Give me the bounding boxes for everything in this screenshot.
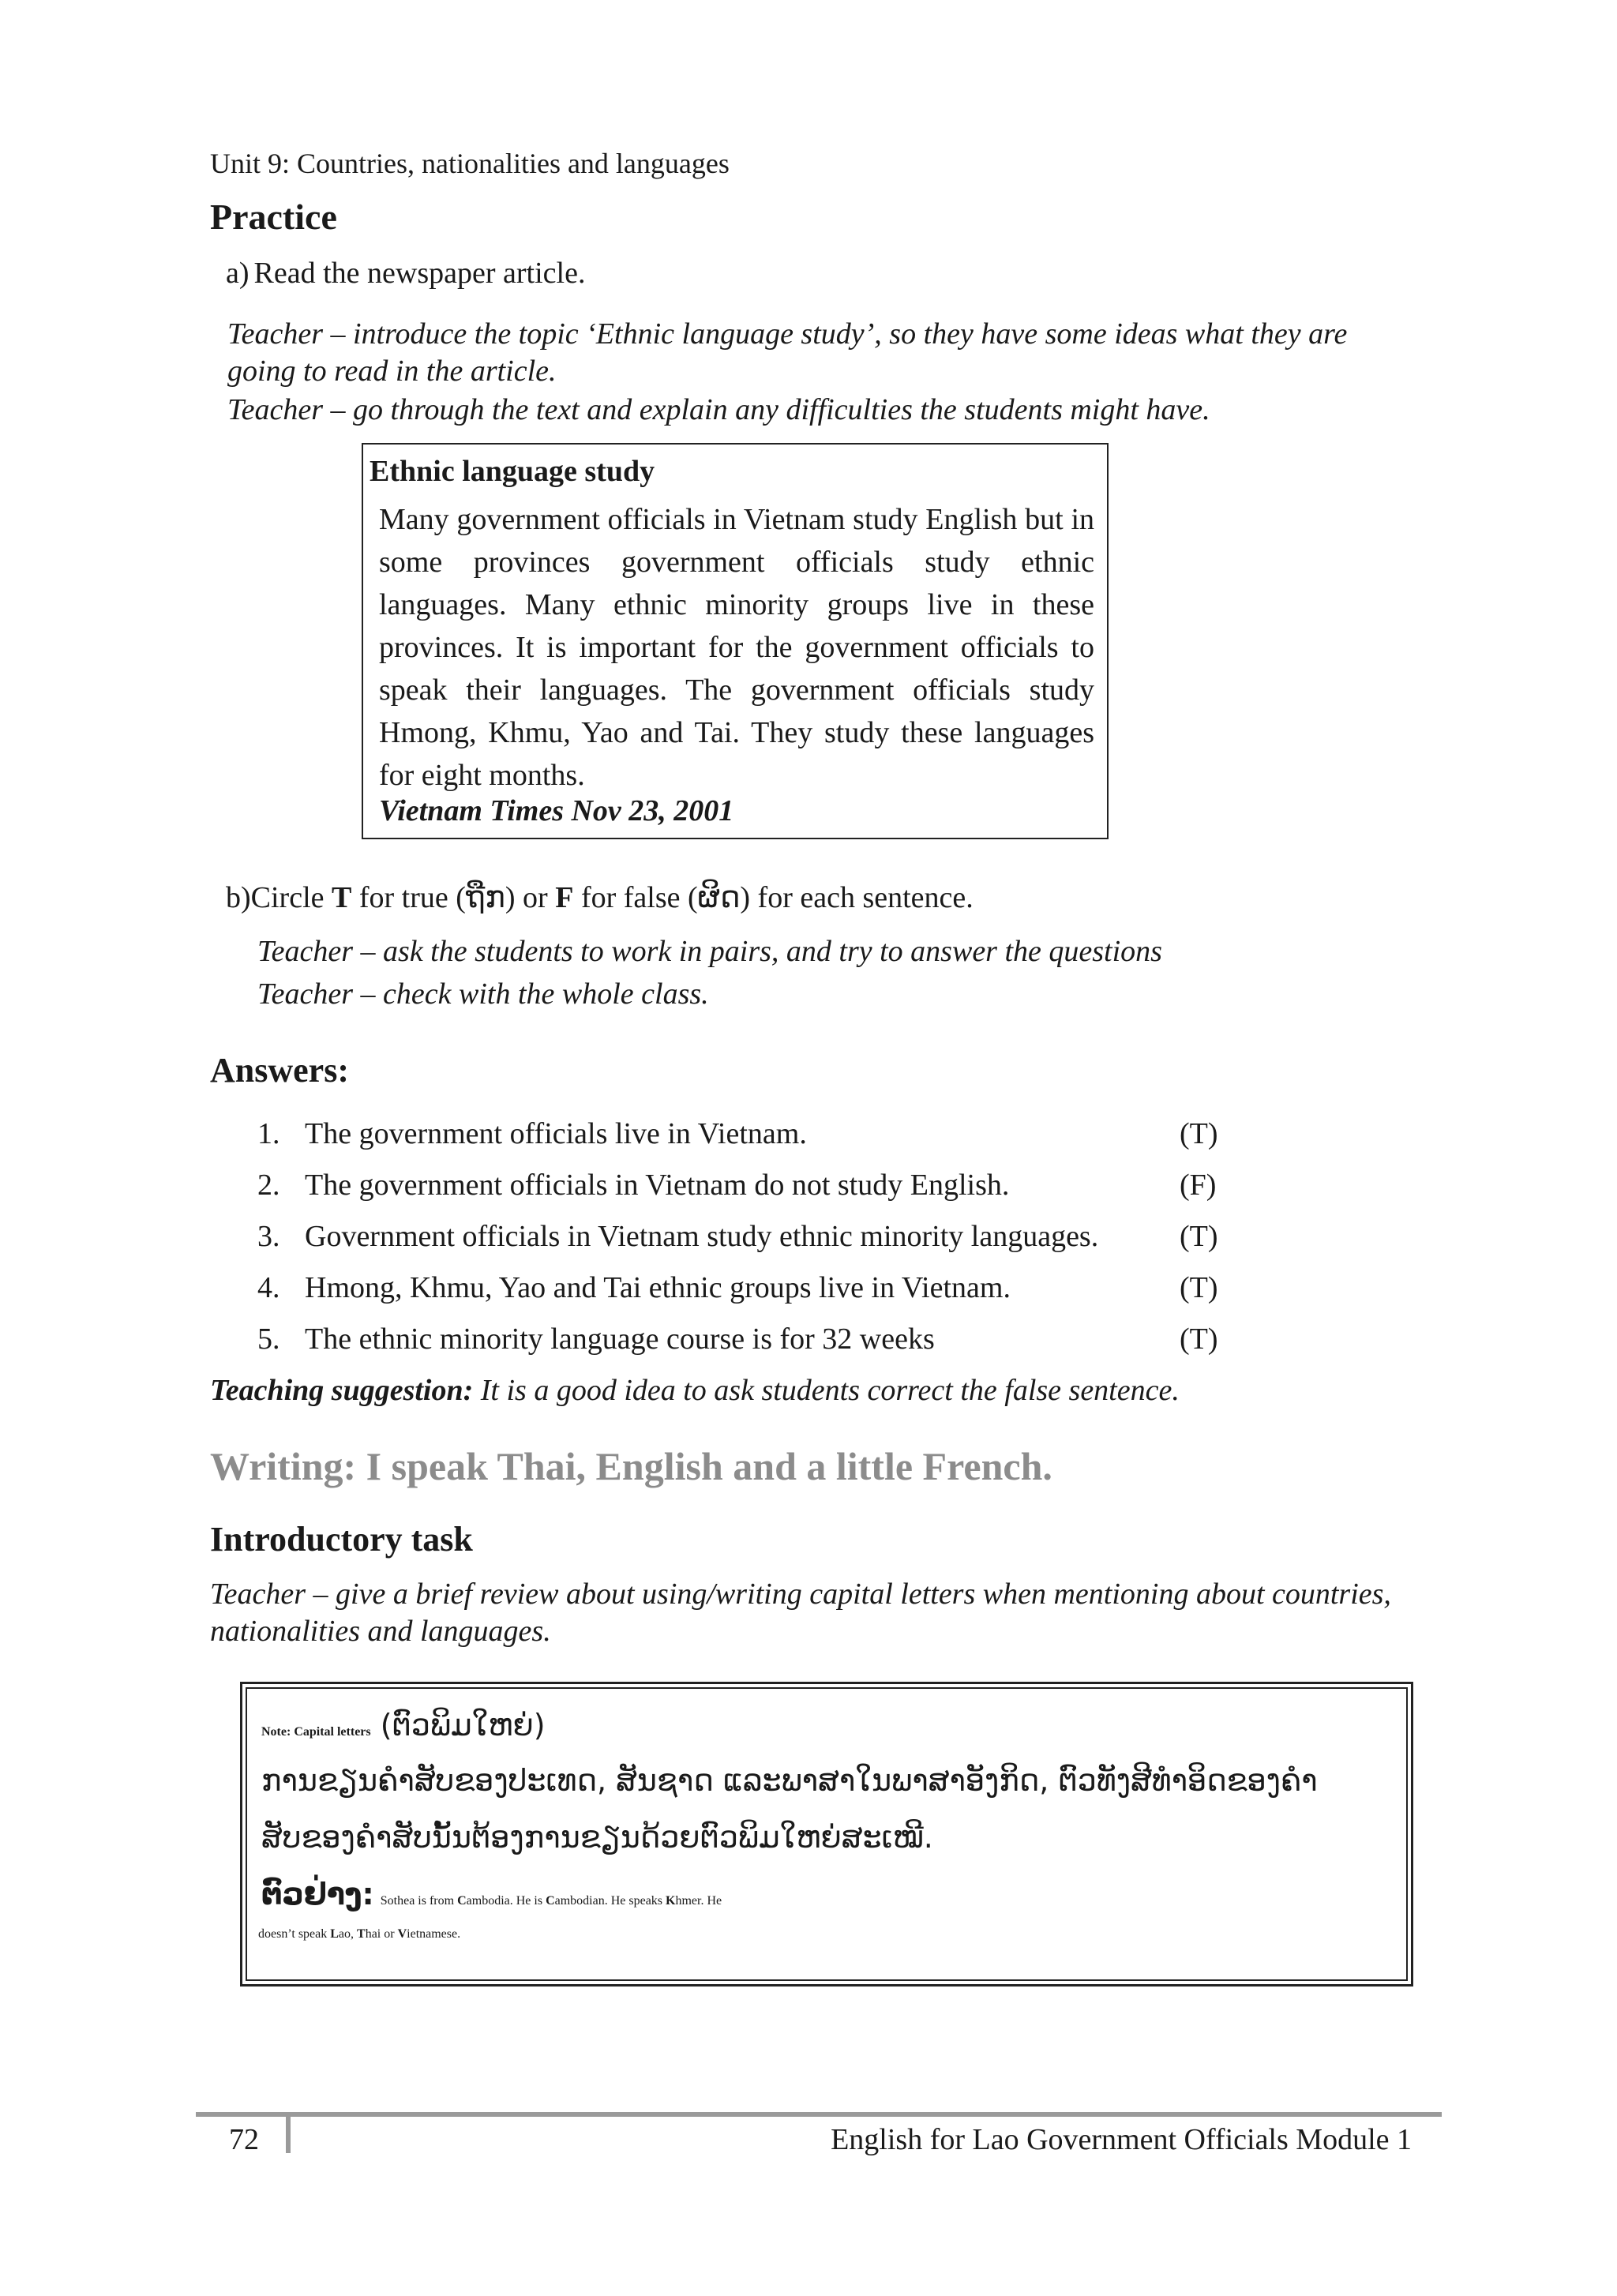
answer-number: 5. [257, 1322, 280, 1356]
teacher-note-check: Teacher – check with the whole class. [257, 977, 709, 1011]
footer-divider [286, 2117, 291, 2153]
note-label-lao: (ຕົວພິມໃຫຍ່) [370, 1708, 546, 1743]
answer-number: 4. [257, 1271, 280, 1304]
teaching-suggestion-label: Teaching suggestion: [210, 1374, 474, 1407]
note-label: Note: Capital letters [261, 1725, 371, 1739]
answer-value: (T) [1180, 1220, 1218, 1253]
article-body: Many government officials in Vietnam study English but in some provinces government officials study ethnic languages. Many ethnic minority groups live in these provinces. It is important for the government officials to speak their languages. The government officials study Hmong, Khmu, Yao and Tai. They study these languages for eight months. [379, 503, 1094, 792]
example-text: ambodian. He speaks [554, 1894, 666, 1908]
step-b [226, 880, 974, 915]
note-lao-line-1: ການຂຽນຄໍາສັບຂອງປະເທດ, ສັນຊາດ ແລະພາສາໃນພາສາອັງກິດ, ຕົວທັງສີທໍາອິດຂອງຄໍາ [261, 1763, 1318, 1798]
answer-row [0, 1270, 1617, 1310]
example-text: hai or [365, 1927, 398, 1941]
note-example-line-1 [261, 1877, 722, 1911]
teacher-note-pairs: Teacher – ask the students to work in pairs, and try to answer the questions [257, 935, 1162, 968]
teaching-suggestion-text: It is a good idea to ask students correct the false sentence. [473, 1374, 1180, 1407]
answer-row [0, 1168, 1617, 1207]
footer-rule [196, 2112, 1442, 2117]
note-title [261, 1708, 546, 1743]
answer-value: (F) [1180, 1169, 1217, 1202]
example-text: doesn’t speak [258, 1927, 331, 1941]
step-b-text: Circle [250, 881, 332, 914]
note-lao-line-2: ສັບຂອງຄໍາສັບນັ້ນຕ້ອງການຂຽນດ້ວຍຕົວພິມໃຫຍ່ສະເໝີ. [261, 1820, 933, 1855]
answer-value: (T) [1180, 1271, 1218, 1304]
answer-text: Hmong, Khmu, Yao and Tai ethnic groups live in Vietnam. [305, 1271, 1011, 1304]
article-source: Vietnam Times Nov 23, 2001 [379, 794, 734, 827]
step-a-marker: a) [226, 257, 249, 290]
example-capital: L [330, 1927, 339, 1941]
example-capital: C [457, 1894, 467, 1908]
example-text: ao, [338, 1927, 358, 1941]
answer-row [0, 1219, 1617, 1259]
example-text: hmer. He [675, 1894, 722, 1908]
example-capital: K [666, 1894, 676, 1908]
practice-heading: Practice [210, 197, 337, 237]
answer-text: The ethnic minority language course is for 32 weeks [305, 1322, 935, 1356]
example-text: ambodia. He is [466, 1894, 546, 1908]
answer-number: 3. [257, 1220, 280, 1253]
teacher-note-difficulties: Teacher – go through the text and explain any difficulties the students might have. [227, 393, 1210, 426]
footer-title: English for Lao Government Officials Module 1 [831, 2123, 1412, 2156]
unit-header: Unit 9: Countries, nationalities and languages [210, 148, 730, 179]
answer-number: 1. [257, 1117, 280, 1150]
answer-value: (T) [1180, 1117, 1218, 1150]
answer-number: 2. [257, 1169, 280, 1202]
introductory-task-heading: Introductory task [210, 1520, 473, 1559]
step-b-marker: b) [226, 881, 251, 914]
teacher-note-intro: Teacher – introduce the topic ‘Ethnic language study’, so they have some ideas what they are going to read in the article. [227, 317, 1348, 388]
step-b-text-3: for false (ຜິດ) for each sentence. [573, 881, 974, 914]
teacher-note-capitals: Teacher – give a brief review about using/writing capital letters when mentioning about countries, nationalities and languages. [210, 1578, 1391, 1648]
example-capital: T [357, 1927, 366, 1941]
answer-row [0, 1322, 1617, 1361]
answer-text: The government officials in Vietnam do not study English. [305, 1169, 1010, 1202]
false-letter: F [555, 881, 574, 914]
true-letter: T [332, 881, 352, 914]
step-b-text-2: for true (ຖືກ) or [351, 881, 556, 914]
answer-text: Government officials in Vietnam study ethnic minority languages. [305, 1220, 1099, 1253]
example-label: ຕົວຢ່າງ: [261, 1877, 374, 1911]
article-box [362, 443, 1109, 839]
writing-heading: Writing: I speak Thai, English and a little French. [210, 1444, 1052, 1488]
example-text: ietnamese. [407, 1927, 461, 1941]
capital-letters-note-box [240, 1682, 1413, 1986]
answer-text: The government officials live in Vietnam. [305, 1117, 807, 1150]
page-number: 72 [229, 2123, 259, 2156]
article-title: Ethnic language study [370, 455, 655, 488]
answer-value: (T) [1180, 1322, 1218, 1356]
answer-row [0, 1116, 1617, 1156]
teaching-suggestion [210, 1372, 1180, 1409]
example-text: Sothea is from [373, 1894, 458, 1908]
step-a [226, 256, 585, 291]
note-example-line-2 [258, 1927, 460, 1941]
answers-heading: Answers: [210, 1051, 349, 1090]
example-capital: C [546, 1894, 555, 1908]
step-a-text: Read the newspaper article. [253, 257, 586, 290]
example-capital: V [397, 1927, 407, 1941]
